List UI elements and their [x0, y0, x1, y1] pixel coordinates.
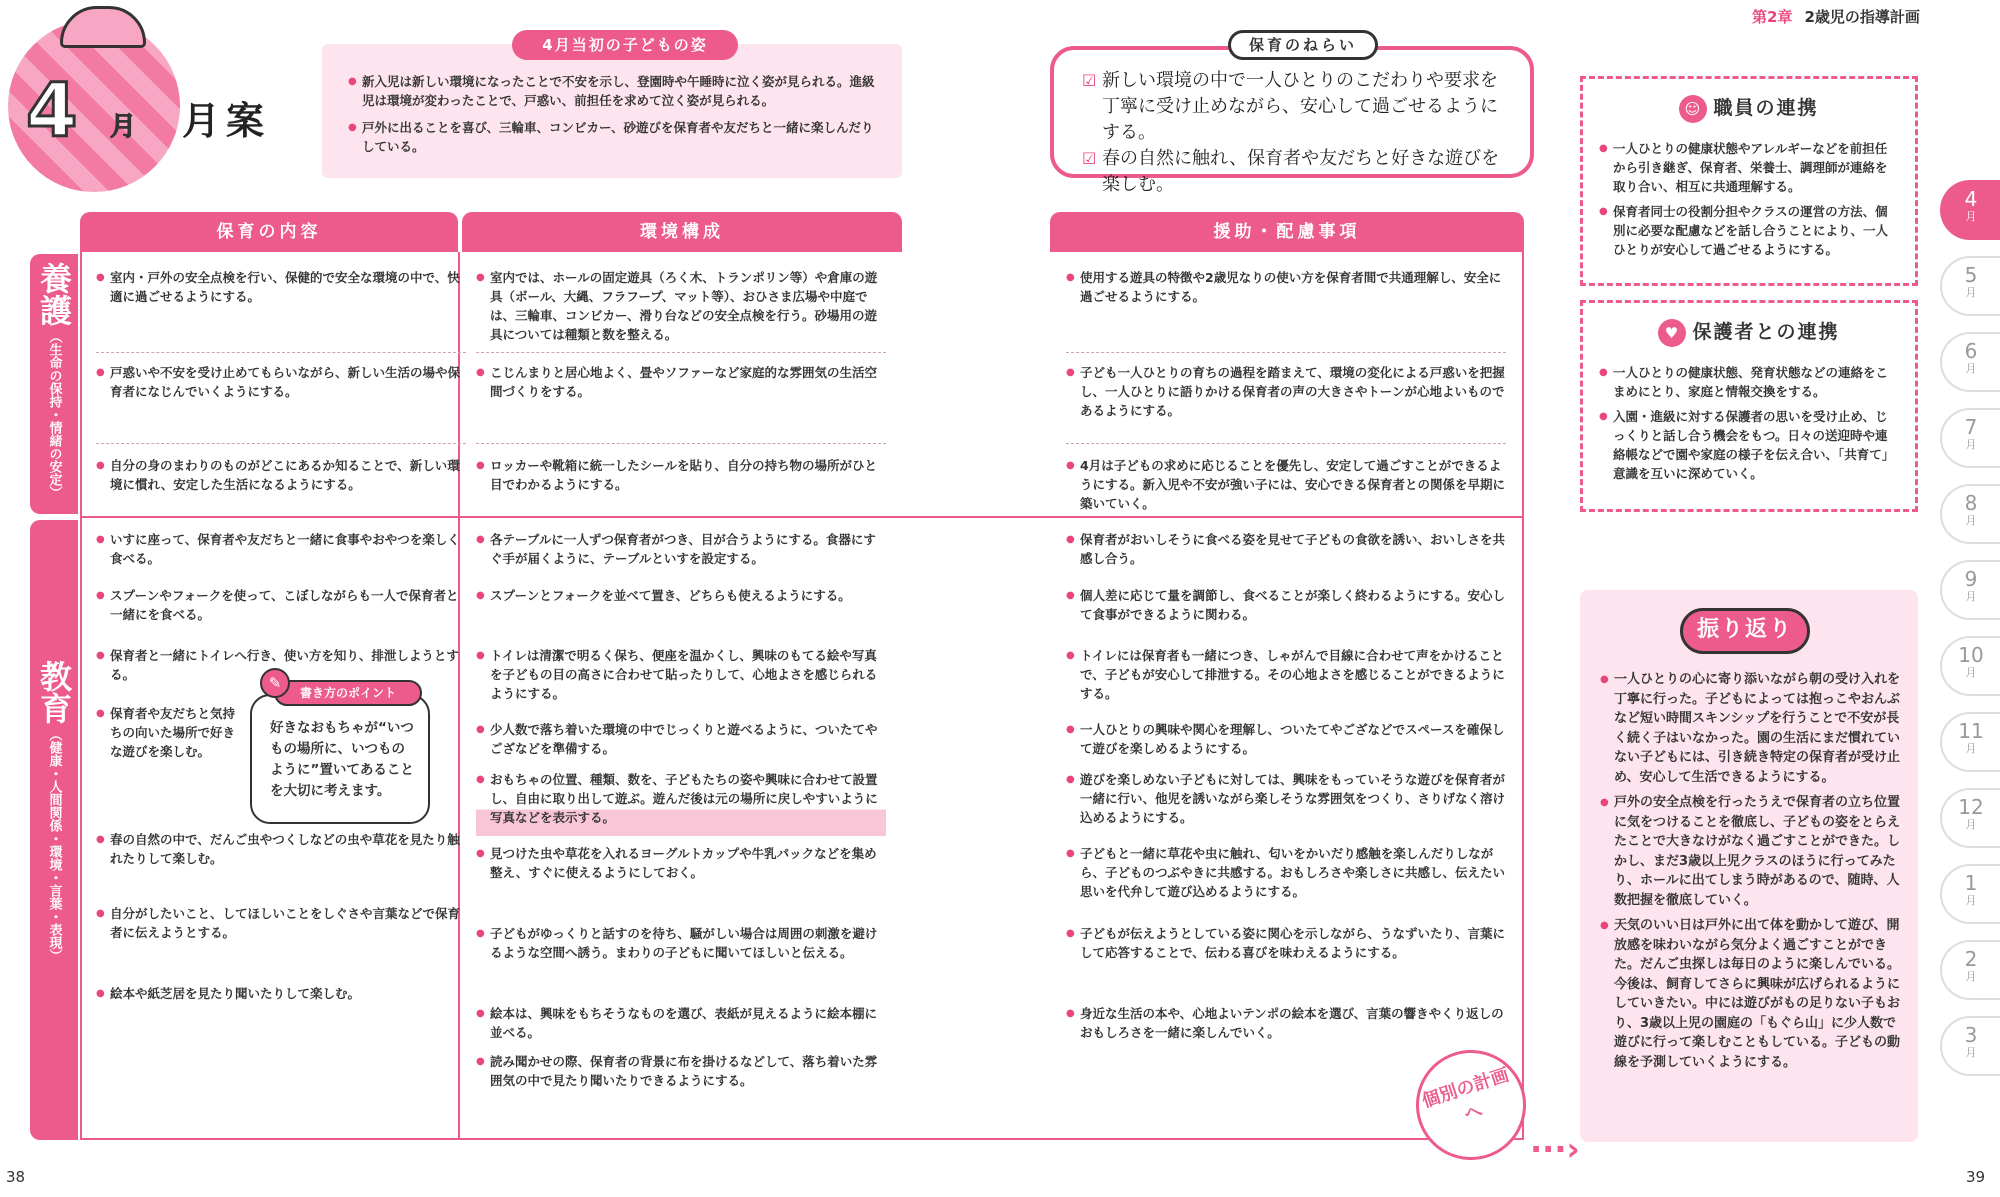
month-tab-label: 1 [1964, 871, 1978, 895]
chapter-title: 2歳児の指導計画 [1804, 8, 1920, 26]
kyoiku-env-item: ● スプーンとフォークを並べて置き、どちらも使えるようにする。 [476, 586, 886, 638]
staff-coordination-title [1583, 93, 1915, 123]
yogo-content-item: ● 自分の身のまわりのものがどこにあるか知ることで、新しい環境に慣れ、安定した生活になるようにする。 [96, 456, 466, 494]
month-tab-unit: 月 [1965, 286, 1977, 299]
review-title: 振り返り [1680, 608, 1810, 654]
month-tab-label: 10 [1958, 643, 1984, 667]
month-tab-8[interactable] [1940, 484, 2000, 544]
month-tab-unit: 月 [1965, 362, 1977, 375]
month-tab-unit: 月 [1965, 590, 1977, 603]
kyoiku-env-cell [476, 530, 886, 1094]
arrow-right-icon: ···› [1530, 1130, 1580, 1168]
kyoiku-support-item: ● 身近な生活の本や、心地よいテンポの絵本を選び、言葉の響きやくり返しのおもしろさを一緒に楽しんでいく。 [1066, 1004, 1506, 1042]
month-tab-label: 2 [1964, 947, 1978, 971]
staff-coordination-title-text: 職員の連携 [1713, 97, 1819, 119]
review-item: ● 天気のいい日は戸外に出て体を動かして遊び、開放感を味わいながら気分よく過ごすことができた。だんご虫探しは毎日のように楽しんでいる。今後は、飼育してさらに興味が広げられるようにしていきたい。中には遊びがもの足りない子もおり、3歳以上児の園庭の「もぐら山」に少人数で遊びに行って楽しむこともしている。子どもの動線を予測していくようにする。 [1600, 916, 1900, 1072]
month-tab-unit: 月 [1965, 1046, 1977, 1059]
kyoiku-content-item: ● 保育者と一緒にトイレへ行き、使い方を知り、排泄しようとする。 [96, 646, 466, 698]
parent-item: ● 入園・進級に対する保護者の思いを受け止め、じっくりと話し合う機会をもつ。日々の送迎時や連絡帳などで園や家庭の様子を伝え合い、「共育て」意識を互いに深めていく。 [1599, 407, 1899, 483]
kyoiku-env-item: ● トイレは清潔で明るく保ち、便座を温かくし、興味のもてる絵や写真を子どもの目の高さに合わせて貼ったりして、心地よさを感じられるようにする。 [476, 646, 886, 712]
child-state-item: ● 戸外に出ることを喜び、三輪車、コンビカー、砂遊びを保育者や友だちと一緒に楽しんだりしている。 [348, 118, 884, 156]
kyoiku-support-cell [1066, 530, 1506, 1046]
kyoiku-support-item: ● 一人ひとりの興味や関心を理解し、ついたてやござなどでスペースを確保して遊びを楽しめるようにする。 [1066, 720, 1506, 764]
month-tab-6[interactable] [1940, 332, 2000, 392]
individual-plan-link[interactable]: 個別の計画へ [1402, 1036, 1541, 1175]
month-tab-4[interactable] [1940, 180, 2000, 240]
month-tab-unit: 月 [1965, 666, 1977, 679]
month-tab-label: 7 [1964, 415, 1978, 439]
row-separator [1066, 352, 1506, 353]
row-separator [96, 352, 466, 353]
month-tab-label: 3 [1964, 1023, 1978, 1047]
month-tab-label: 12 [1958, 795, 1984, 819]
staff-coordination-box [1580, 76, 1918, 286]
column-header-support: 援助・配慮事項 [1050, 212, 1524, 252]
pencil-icon: ✎ [260, 668, 290, 698]
kyoiku-env-item: ● 読み聞かせの際、保育者の背景に布を掛けるなどして、落ち着いた雰囲気の中で見たり聞いたりできるようにする。 [476, 1052, 886, 1090]
yogo-env-cell [476, 268, 886, 498]
side-label-yogo-title: 養護 [35, 262, 73, 326]
aim-item: ☑ 春の自然に触れ、保育者や友だちと好きな遊びを楽しむ。 [1082, 146, 1514, 198]
column-header-environment: 環境構成 [462, 212, 902, 252]
side-label-yogo [30, 254, 78, 514]
yogo-env-item: ● こじんまりと居心地よく、畳やソファーなど家庭的な雰囲気の生活空間づくりをする。 [476, 363, 886, 439]
yogo-content-cell [96, 268, 466, 498]
chapter-number: 第2章 [1752, 8, 1793, 26]
month-tab-label: 9 [1964, 567, 1978, 591]
kyoiku-content-item: ● いすに座って、保育者や友だちと一緒に食事やおやつを楽しく食べる。 [96, 530, 466, 578]
month-tab-5[interactable] [1940, 256, 2000, 316]
yogo-support-item: ● 使用する遊具の特徴や2歳児なりの使い方を保育者間で共通理解し、安全に過ごせるようにする。 [1066, 268, 1506, 348]
kyoiku-content-item: ● 自分がしたいこと、してほしいことをしぐさや言葉などで保育者に伝えようとする。 [96, 904, 466, 976]
kyoiku-env-item: ● 子どもがゆっくりと話すのを待ち、騒がしい場合は周囲の刺激を避けるような空間へ誘う。まわりの子どもに聞いてほしいと伝える。 [476, 924, 886, 996]
month-tab-7[interactable] [1940, 408, 2000, 468]
month-tab-unit: 月 [1965, 894, 1977, 907]
child-state-box [322, 44, 902, 178]
yogo-content-item: ● 室内・戸外の安全点検を行い、保健的で安全な環境の中で、快適に過ごせるようにする。 [96, 268, 466, 348]
parent-item: ● 一人ひとりの健康状態、発育状態などの連絡をこまめにとり、家庭と情報交換をする。 [1599, 363, 1899, 401]
kyoiku-support-item: ● トイレには保育者も一緒につき、しゃがんで目線に合わせて声をかけることで、子どもが安心して排泄する。その心地よさを感じることができるようにする。 [1066, 646, 1506, 712]
month-number: 4 [26, 68, 78, 154]
parent-coordination-box [1580, 300, 1918, 512]
kyoiku-content-item: ● 保育者や友だちと気持ちの向いた場所で好きな遊びを楽しむ。 [96, 704, 236, 822]
month-tab-10[interactable] [1940, 636, 2000, 696]
kyoiku-env-item: ● 絵本は、興味をもちそうなものを選び、表紙が見えるように絵本棚に並べる。 [476, 1004, 886, 1048]
review-item: ● 一人ひとりの心に寄り添いながら朝の受け入れを丁寧に行った。子どもによっては抱っこやおんぶなど短い時間スキンシップを行うことで不安が長く続く子はいなかった。園の生活にまだ慣れていない子どもには、引き続き特定の保育者が受け止め、安心して生活できるようにする。 [1600, 670, 1900, 787]
row-separator [96, 443, 466, 444]
chapter-heading [1752, 6, 1920, 27]
side-label-kyoiku-title: 教育 [35, 660, 73, 724]
month-unit: 月 [110, 112, 137, 142]
kyoiku-content-item: ● 春の自然の中で、だんご虫やつくしなどの虫や草花を見たり触れたりして楽しむ。 [96, 830, 466, 896]
month-tab-label: 11 [1958, 719, 1984, 743]
kyoiku-content-item: ● スプーンやフォークを使って、こぼしながらも一人で保育者と一緒にを食べる。 [96, 586, 466, 638]
side-label-kyoiku-sub: （健康・人間関係・環境・言葉・表現） [46, 728, 62, 962]
month-tab-unit: 月 [1965, 970, 1977, 983]
month-tab-label: 8 [1964, 491, 1978, 515]
month-tab-unit: 月 [1965, 514, 1977, 527]
month-tab-unit: 月 [1965, 818, 1977, 831]
child-state-label: 4月当初の子どもの姿 [512, 30, 738, 60]
month-tab-3[interactable] [1940, 1016, 2000, 1076]
month-tab-unit: 月 [1965, 210, 1977, 223]
row-separator [1066, 443, 1506, 444]
kyoiku-content-item: ● 絵本や紙芝居を見たり聞いたりして楽しむ。 [96, 984, 466, 1003]
kyoiku-env-item: ● 見つけた虫や草花を入れるヨーグルトカップや牛乳パックなどを集め整え、すぐに使えるようにしておく。 [476, 844, 886, 916]
parent-coordination-title-text: 保護者との連携 [1692, 321, 1840, 343]
side-label-kyoiku [30, 520, 78, 1140]
staff-people-icon: ☺ [1679, 95, 1707, 123]
kyoiku-support-item: ● 保育者がおいしそうに食べる姿を見せて子どもの食欲を誘い、おいしさを共感し合う。 [1066, 530, 1506, 578]
writing-tip-callout: 好きなおもちゃが“いつもの場所に、いつものように”置いてあることを大切に考えます。 [250, 694, 430, 824]
hat-illustration-icon [60, 6, 146, 48]
kyoiku-env-item: ● 少人数で落ち着いた環境の中でじっくりと遊べるように、ついたてやござなどを準備する。 [476, 720, 886, 764]
yogo-support-item: ● 子ども一人ひとりの育ちの過程を踏まえて、環境の変化による戸惑いを把握し、一人ひとりに語りかける保育者の声の大きさやトーンが心地よいものであるようにする。 [1066, 363, 1506, 439]
month-tab-1[interactable] [1940, 864, 2000, 924]
side-label-yogo-sub: （生命の保持・情緒の安定） [46, 330, 62, 499]
child-state-item: ● 新入児は新しい環境になったことで不安を示し、登園時や午睡時に泣く姿が見られる。進級児は環境が変わったことで、戸惑い、前担任を求めて泣く姿が見られる。 [348, 72, 884, 110]
month-tab-label: 5 [1964, 263, 1978, 287]
yogo-content-item: ● 戸惑いや不安を受け止めてもらいながら、新しい生活の場や保育者になじんでいくようにする。 [96, 363, 466, 439]
yogo-env-item: ● ロッカーや靴箱に統一したシールを貼り、自分の持ち物の場所がひと目でわかるようにする。 [476, 456, 886, 494]
staff-item: ● 一人ひとりの健康状態やアレルギーなどを前担任から引き継ぎ、保育者、栄養士、調理師が連絡を取り合い、相互に共通理解する。 [1599, 139, 1899, 196]
month-tab-11[interactable] [1940, 712, 2000, 772]
writing-tip-label: 書き方のポイント [274, 680, 422, 706]
month-tab-12[interactable] [1940, 788, 2000, 848]
review-item: ● 戸外の安全点検を行ったうえで保育者の立ち位置に気をつけることを徹底し、子どもの姿をとらえたことで大きなけがなく過ごすことができた。しかし、まだ3歳以上児クラスのほうに行ってみたり、ホールに出てしまう時があるので、随時、人数把握を徹底していく。 [1600, 793, 1900, 910]
aims-label: 保育のねらい [1228, 30, 1378, 60]
aims-box [1050, 46, 1534, 195]
parent-coordination-title [1583, 317, 1915, 347]
yogo-env-item: ● 室内では、ホールの固定遊具（ろく木、トランポリン等）や倉庫の遊具（ボール、大縄、フラフープ、マット等）、おひさま広場や中庭では、三輪車、コンビカー、滑り台などの安全点検を行う。砂場用の遊具については種類と数を整える。 [476, 268, 886, 348]
page-number-left: 38 [6, 1168, 26, 1186]
row-separator [476, 443, 886, 444]
kyoiku-support-item: ● 遊びを楽しめない子どもに対しては、興味をもっていそうな遊びを保育者が一緒に行い、他児を誘いながら楽しそうな雰囲気をつくり、さりげなく溶け込めるようにする。 [1066, 770, 1506, 836]
month-tab-label: 6 [1964, 339, 1978, 363]
staff-item: ● 保育者同士の役割分担やクラスの運営の方法、個別に必要な配慮などを話し合うことにより、一人ひとりが安心して過ごせるようにする。 [1599, 202, 1899, 259]
yogo-support-cell [1066, 268, 1506, 517]
page-number-right: 39 [1966, 1168, 1986, 1186]
column-header-content: 保育の内容 [80, 212, 458, 252]
kyoiku-env-item: ● 各テーブルに一人ずつ保育者がつき、目が合うようにする。食器にすぐ手が届くように、テーブルといすを設定する。 [476, 530, 886, 578]
month-tab-2[interactable] [1940, 940, 2000, 1000]
review-box [1580, 590, 1918, 1142]
yogo-support-item: ● 4月は子どもの求めに応じることを優先し、安定して過ごすことができるようにする。新入児や不安が強い子には、安心できる保育者との関係を早期に築いていく。 [1066, 456, 1506, 513]
family-icon: ♥ [1658, 319, 1686, 347]
kyoiku-env-item-highlighted: ● おもちゃの位置、種類、数を、子どもたちの姿や興味に合わせて設置し、自由に取り出して遊ぶ。遊んだ後は元の場所に戻しやすいように写真などを表示する。 [476, 770, 886, 836]
kyoiku-support-item: ● 子どもが伝えようとしている姿に関心を示しながら、うなずいたり、言葉にして応答することで、伝わる喜びを味わえるようにする。 [1066, 924, 1506, 996]
month-tab-9[interactable] [1940, 560, 2000, 620]
month-tab-label: 4 [1964, 187, 1978, 211]
month-tab-unit: 月 [1965, 438, 1977, 451]
month-tab-unit: 月 [1965, 742, 1977, 755]
row-separator [476, 352, 886, 353]
aim-item: ☑ 新しい環境の中で一人ひとりのこだわりや要求を丁寧に受け止めながら、安心して過ごせるようにする。 [1082, 68, 1514, 146]
kyoiku-support-item: ● 子どもと一緒に草花や虫に触れ、匂いをかいだり感触を楽しんだりしながら、子どものつぶやきに共感する。おもしろさや楽しさに共感し、伝えたい思いを代弁して遊び込めるようにする。 [1066, 844, 1506, 916]
page-title: 月案 [182, 99, 271, 143]
kyoiku-support-item: ● 個人差に応じて量を調節し、食べることが楽しく終わるようにする。安心して食事ができるように関わる。 [1066, 586, 1506, 638]
